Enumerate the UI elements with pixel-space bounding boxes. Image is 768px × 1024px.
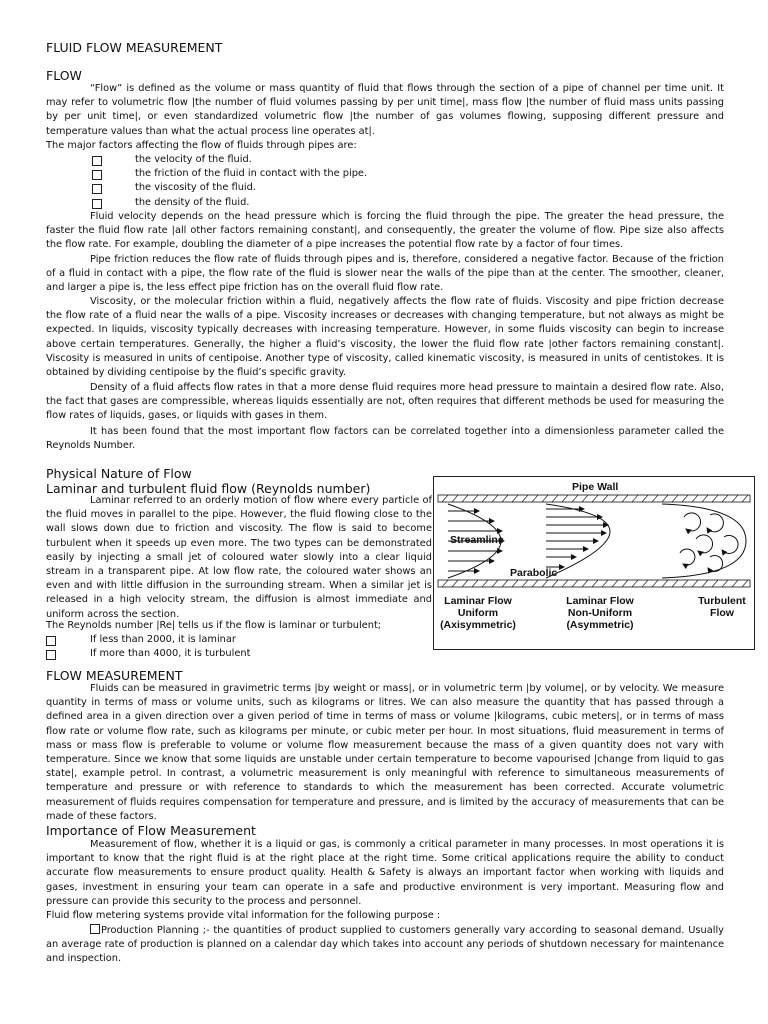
checkbox-bullet-icon (92, 184, 102, 194)
laminar-turbulent-subheading: Laminar and turbulent fluid flow (Reynolds number) (46, 481, 371, 496)
turbulent-profile (662, 504, 746, 578)
pipe-wall-bottom (438, 580, 750, 587)
laminar-uniform-label-2: Uniform (457, 607, 499, 619)
viscosity-paragraph: Viscosity, or the molecular friction within a fluid, negatively affects the flow rate of fluids. Viscosity and pipe friction decrease the flow rate of a fluid near the walls of a pipe. Viscosity increases or decreases with changing temperature, but not always as might be expected. In liquids, viscosity typically decreases with increasing temperature. However, in some fluids viscosity can begin to increase above certain temperatures. Generally, the higher a fluid’s viscosity, the lower the fluid flow rate |other factors remaining constant|. Viscosity is measured in units of centipoise. Another type of viscosity, called kinematic viscosity, is measured in units of centistokes. It is obtained by dividing centipoise by the fluid’s specific gravity. (46, 296, 724, 379)
flow-profile-svg (434, 477, 754, 649)
importance-paragraph: Measurement of flow, whether it is a liquid or gas, is commonly a critical parameter in many processes. In most operations it is important to know that the right fluid is at the right place at the right time. Some critical applications require the ability to conduct accurate flow measurements to ensure product quality. Health & Safety is always an important factor when working with liquids and gases, investment in ensuring your team can operate in a safe and productive environment is very important. Measuring flow and pressure can provide this security to the process and personnel. (46, 839, 724, 907)
purpose-line: Fluid flow metering systems provide vital information for the following purpose : (46, 910, 441, 921)
friction-paragraph: Pipe friction reduces the flow rate of fluids through pipes and is, therefore, considered a negative factor. Because of the friction of a fluid in contact with a pipe, the flow rate of the fluid is slower near the walls of the pipe than at the center. The smoother, cleaner, and larger a pipe is, the less effect pipe friction has on the overall fluid flow rate. (46, 254, 724, 294)
reynolds-number-paragraph: It has been found that the most important flow factors can be correlated together into a dimensionless parameter called the Reynolds Number. (46, 426, 724, 452)
flow-definition-paragraph: “Flow” is defined as the volume or mass quantity of fluid that flows through the section of a pipe of channel per time unit. It may refer to volumetric flow |the number of fluid volumes passing by per unit time|, mass flow |the number of fluid mass units passing by per unit time|, or even standardized volumetric flow |the number of gas volumes flowing, supposing different pressure and temperature values than what the actual process line operates at|. (46, 83, 724, 137)
checkbox-bullet-icon (46, 650, 56, 660)
streamline-label: Streamline (450, 534, 504, 546)
checkbox-bullet-icon (46, 636, 56, 646)
density-paragraph: Density of a fluid affects flow rates in that a more dense fluid requires more head pressure to maintain a desired flow rate. Also, the fact that gases are compressible, whereas liquids essentially are not, often requires that different methods be used for measuring the flow rates of liquids, gases, or liquids with gases in them. (46, 382, 724, 422)
laminar-paragraph: Laminar referred to an orderly motion of flow where every particle of the fluid moves in parallel to the pipe. However, the fluid flowing close to the wall slows down due to friction and viscosity. The flow is said to become turbulent when it speeds up even more. The two types can be demonstrated easily by injecting a small jet of coloured water slowly into a clear liquid stream in a transparent pipe. At low flow rate, the coloured water shows an even and with little diffusion in the surrounding stream. When a similar jet is released in a high velocity stream, the diffusion is almost immediate and uniform across the section. (46, 495, 432, 620)
turbulent-label-2: Flow (710, 607, 734, 619)
importance-heading: Importance of Flow Measurement (46, 823, 256, 838)
flow-measurement-paragraph: Fluids can be measured in gravimetric terms |by weight or mass|, or in volumetric term |by volume|, or by velocity. We measure quantity in terms of mass or volume units, such as kilograms or litres. We can also measure the quantity that has passed through a defined area in a given direction over a given period of time in terms of mass or volume |kilograms, cubic meters|, or in terms of mass flow rate or volume flow rate, such as kilograms per minute, or cubic meter per hour. In most situations, fluid measurement in terms of mass or mass flow is preferable to volume or volume flow measurement because the mass of a given quantity does not vary with temperature. Since we know that some liquids are unstable under certain temperature to become vapourised |change from liquid to gas state|, example petrol. In contrast, a volumetric measurement is only meaningful with reference to simultaneous measurements of temperature and pressure or with reference to standards to which the measurement has been corrected. Accurate volumetric measurement of fluids requires compensation for temperature and pressure, and is limited by the accuracy of measurements that can be made of these factors. (46, 683, 724, 822)
pipe-wall-top (438, 495, 750, 502)
laminar-nonuniform-label-3: (Asymmetric) (566, 619, 634, 631)
flow-heading: FLOW (46, 68, 82, 83)
laminar-nonuniform-label-2: Non-Uniform (567, 607, 633, 619)
production-planning-text: ;- the quantities of product supplied to customers generally vary according to seasonal demand. Usually an average rate of production is planned on a calendar day which takes into account any periods of shutdown necessary for maintenance and inspection. (46, 925, 724, 965)
checkbox-bullet-icon (92, 199, 102, 209)
checkbox-bullet-icon (90, 924, 100, 934)
turbulent-label-1: Turbulent (698, 595, 746, 607)
production-planning-paragraph (46, 924, 724, 967)
checkbox-bullet-icon (92, 156, 102, 166)
checkbox-bullet-icon (92, 170, 102, 180)
physical-nature-heading: Physical Nature of Flow (46, 466, 192, 481)
production-planning-label: Production Planning (101, 925, 200, 936)
laminar-uniform-label-3: (Axisymmetric) (440, 619, 516, 631)
flow-profile-diagram (433, 476, 755, 650)
flow-measurement-heading: FLOW MEASUREMENT (46, 668, 183, 683)
pipe-wall-label: Pipe Wall (572, 481, 619, 493)
factors-intro: The major factors affecting the flow of fluids through pipes are: (46, 140, 357, 151)
reynolds-intro: The Reynolds number |Re| tells us if the flow is laminar or turbulent; (46, 620, 382, 631)
laminar-nonuniform-label-1: Laminar Flow (566, 595, 634, 607)
velocity-paragraph: Fluid velocity depends on the head pressure which is forcing the fluid through the pipe. The greater the head pressure, the faster the fluid flow rate |all other factors remaining constant|, and consequently, the greater the volume of flow. Pipe size also affects the flow rate. For example, doubling the diameter of a pipe increases the potential flow rate by a factor of four times. (46, 211, 724, 251)
parabolic-label: Parabolic (510, 567, 558, 579)
document-page: FLUID FLOW MEASUREMENT FLOW “Flow” is defined as the volume or mass quantity of fluid that flows through the section of a pipe of channel per time unit. It may refer to volumetric flow |the number of fluid volumes passing by per unit time|, mass flow |the number of fluid mass units passing by per unit time|, or even standardized volumetric flow |the number of gas volumes flowing, supposing different pressure and temperature values than what the actual process line operates at|. The major factors affecting the flow of fluids through pipes are: the velocity of the fluid. the friction of the fluid in contact with the pipe. the viscosity of the fluid. the density of the fluid. Fluid velocity depends on the head pressure which is forcing the fluid through the pipe. The greater the head pressure, the faster the fluid flow rate |all other factors remaining constant|, and consequently, the greater the volume of flow. Pipe size also affects the flow rate. For example, doubling the diameter of a pipe increases the potential flow rate by a factor of four times. Pipe friction reduces the flow rate of fluids through pipes and is, therefore, considered a negative factor. Because of the friction of a fluid in contact with a pipe, the flow rate of the fluid is slower near the walls of the pipe than at the center. The smoother, cleaner, and larger a pipe is, the less effect pipe friction has on the overall fluid flow rate. Viscosity, or the molecular friction within a fluid, negatively affects the flow rate of fluids. Viscosity and pipe friction decrease the flow rate of a fluid near the walls of a pipe. Viscosity increases or decreases with changing temperature, but not always as might be expected. In liquids, viscosity typically decreases with increasing temperature. However, in some fluids viscosity can begin to increase above certain temperatures. Generally, the higher a fluid’s viscosity, the lower the fluid flow rate |other factors remaining constant|. Viscosity is measured in units of centipoise. Another type of viscosity, called kinematic viscosity, is measured in units of centistokes. It is obtained by dividing centipoise by the fluid’s specific gravity. Density of a fluid affects flow rates in that a more dense fluid requires more head pressure to maintain a desired flow rate. Also, the fact that gases are compressible, whereas liquids essentially are not, often requires that different methods be used for measuring the flow rates of liquids, gases, or liquids with gases in them. It has been found that the most important flow factors can be correlated together into a dimensionless parameter called the Reynolds Number. Physical Nature of Flow Laminar and turbulent fluid flow (Reynolds number) Laminar referred to an orderly motion of flow where every particle of the fluid moves in parallel to the pipe. However, the fluid flowing close to the wall slows down due to friction and viscosity. The flow is said to become turbulent when it speeds up even more. The two types can be demonstrated easily by injecting a small jet of coloured water slowly into a clear liquid stream in a transparent pipe. At low flow rate, the coloured water shows an even and with little diffusion in the surrounding stream. When a similar jet is released in a high velocity stream, the diffusion is almost immediate and uniform across the section. The Reynolds number |Re| tells us if the flow is laminar or turbulent; If less than 2000, it is laminar If more than 4000, it is turbulent Streamline Parabolic Pipe Wall Laminar Flow Uniform (Axisymmetric) Laminar Flow Non-Uniform (Asymmetric) Turbulent Flow FLOW MEASUREMENT Fluids can be measured in gravimetric terms |by weight or mass|, or in volumetric term |by volume|, or by velocity. We measure quantity in terms of mass or volume units, such as kilograms or litres. We can also measure the quantity that has passed through a defined area in a given direction over a given period of time in terms of mass or volume |kilograms, cubic meters|, or in terms of mass flow rate or volume flow rate, such as kilograms per minute, or cubic meter per hour. In most situations, fluid measurement in terms of mass or mass flow is preferable to volume or volume flow measurement because the mass of a given quantity does not vary with temperature. Since we know that some liquids are unstable under certain temperature to become vapourised |change from liquid to gas state|, example petrol. In contrast, a volumetric measurement is only meaningful with reference to simultaneous measurements of temperature and pressure or with reference to standards to which the measurement has been corrected. Accurate volumetric measurement of fluids requires compensation for temperature and pressure, and is limited by the accuracy of measurements that can be made of these factors. Importance of Flow Measurement Measurement of flow, whether it is a liquid or gas, is commonly a critical parameter in many processes. In most operations it is important to know that the right fluid is at the right place at the right time. Some critical applications require the ability to conduct accurate flow measurements to ensure product quality. Health & Safety is always an important factor when working with liquids and gases, investment in ensuring your team can operate in a safe and productive environment is very important. Measuring flow and pressure can provide this security to the process and personnel. Fluid flow metering systems provide vital information for the following purpose : Production Planning ;- the quantities of product supplied to customers generally vary according to seasonal demand. Usually an average rate of production is planned on a calendar day which takes into account any periods of shutdown necessary for maintenance and inspection. (0, 0, 768, 1024)
document-title: FLUID FLOW MEASUREMENT (46, 40, 223, 55)
laminar-uniform-label-1: Laminar Flow (444, 595, 512, 607)
